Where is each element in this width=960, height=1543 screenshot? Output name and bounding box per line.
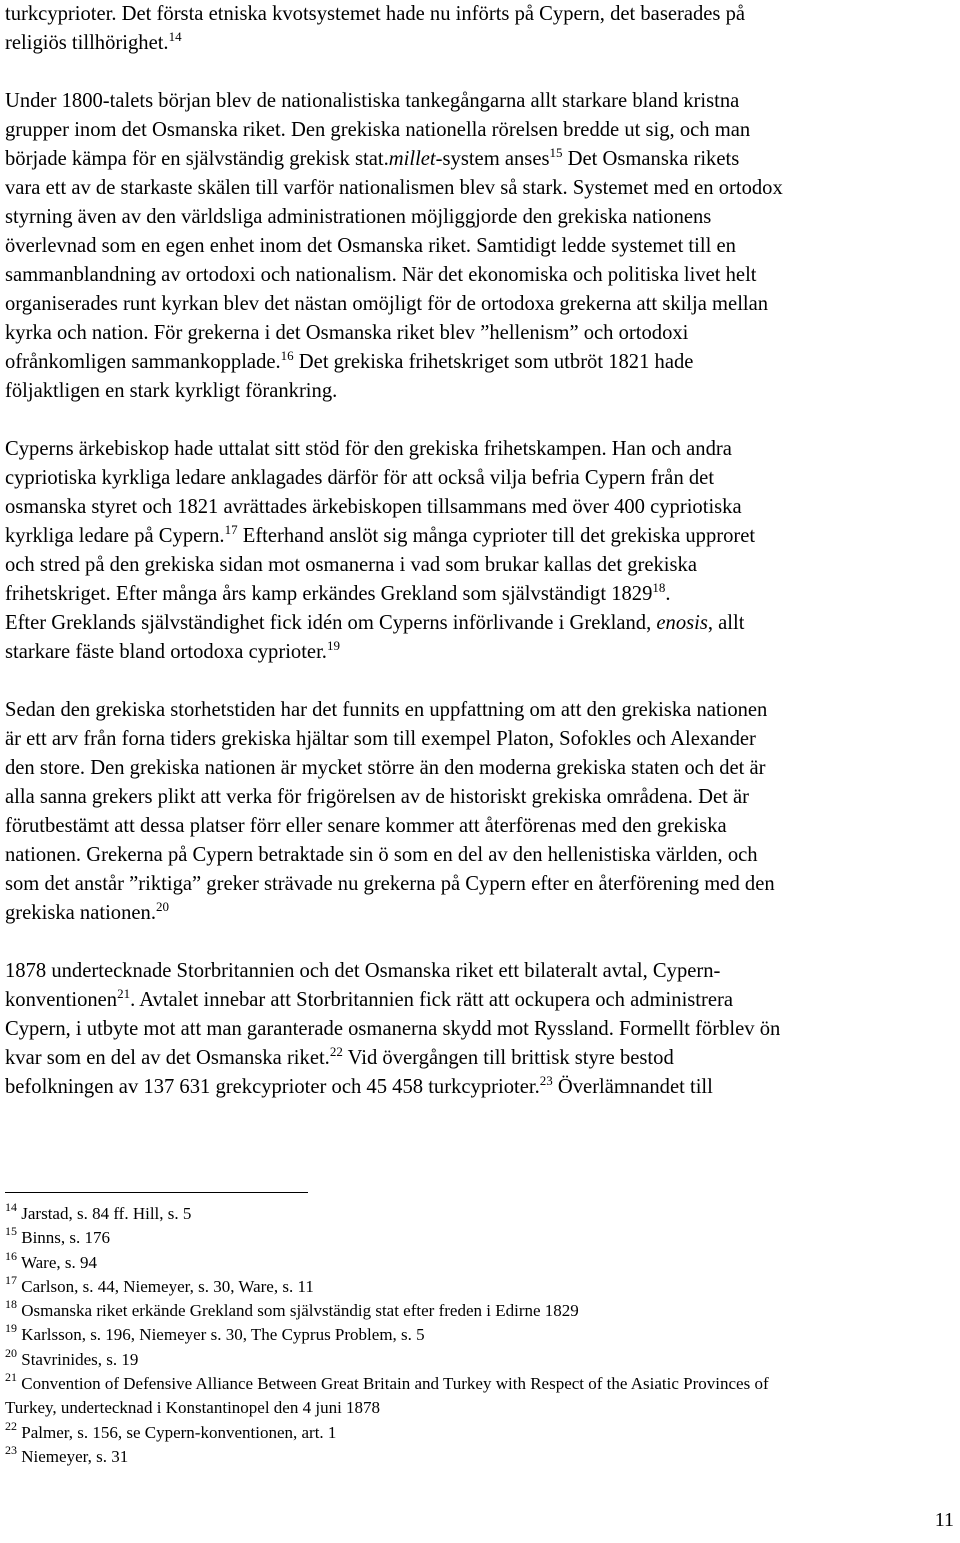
line-text: som det anstår ”riktiga” greker strävade nu grekerna på Cypern efter en återförening med den: [5, 873, 775, 895]
text-line: [5, 464, 955, 493]
line-text: cypriotiska kyrkliga ledare anklagades därför för att också vilja befria Cypern från det: [5, 467, 715, 489]
text-line: [5, 696, 955, 725]
paragraph: [5, 87, 955, 406]
footnote: [5, 1226, 955, 1250]
paragraph-gap: [5, 58, 955, 87]
text-line: [5, 551, 955, 580]
line-text-rest: , allt: [707, 612, 745, 634]
text-line: [5, 580, 955, 609]
footnote-number: 15: [5, 1224, 17, 1239]
footnote: [5, 1323, 955, 1347]
text-line: [5, 522, 955, 551]
text-line: [5, 870, 955, 899]
line-text: styrning även av den världsliga administrationen möjliggjorde den grekiska nationens: [5, 206, 712, 228]
footnote-text: Karlsson, s. 196, Niemeyer s. 30, The Cyprus Problem, s. 5: [17, 1325, 425, 1345]
line-text-continued: .: [665, 583, 671, 605]
footnote-list: [5, 1202, 955, 1469]
footnote-reference[interactable]: 22: [329, 1044, 343, 1059]
line-text: konventionen: [5, 989, 118, 1011]
line-text: vara ett av de starkaste skälen till varför nationalismen blev så stark. Systemet med en ortodox: [5, 177, 783, 199]
footnote-reference[interactable]: 17: [224, 522, 238, 537]
line-text: den store. Den grekiska nationen är mycket större än den moderna grekiska staten och det är: [5, 757, 766, 779]
footnote: [5, 1418, 955, 1445]
text-line: [5, 435, 955, 464]
footnote-reference[interactable]: 19: [326, 638, 340, 653]
paragraph: [5, 435, 955, 667]
paragraph: [5, 0, 955, 58]
line-text: starkare fäste bland ortodoxa cyprioter.: [5, 641, 327, 663]
line-text-continued: . Avtalet innebar att Storbritannien fick rätt att ockupera och administrera: [130, 989, 734, 1011]
text-line: [5, 899, 955, 928]
text-line: [5, 145, 955, 174]
footnote-text: Convention of Defensive Alliance Between Great Britain and Turkey with Respect of the Asiatic Provinces of: [17, 1374, 769, 1394]
footnote-reference[interactable]: 14: [168, 29, 182, 44]
paragraph: [5, 957, 955, 1102]
paragraph-gap: [5, 406, 955, 435]
line-text: och stred på den grekiska sidan mot osmanerna i vad som brukar kallas det grekiska: [5, 554, 697, 576]
text-line: [5, 1044, 955, 1073]
line-text: kyrkliga ledare på Cypern.: [5, 525, 225, 547]
footnote-number: 21: [5, 1370, 17, 1385]
line-text: började kämpa för en självständig grekisk stat.: [5, 148, 389, 170]
footnote-number: 14: [5, 1200, 17, 1214]
line-text: nationen. Grekerna på Cypern betraktade sin ö som en del av den hellenistiska världen, och: [5, 844, 758, 866]
footnote-separator: [5, 1192, 308, 1193]
text-line: [5, 174, 955, 203]
footnote: [5, 1442, 955, 1469]
line-text: osmanska styret och 1821 avrättades ärkebiskopen tillsammans med över 400 cypriotiska: [5, 496, 742, 518]
text-line: [5, 0, 955, 29]
text-line: [5, 812, 955, 841]
footnote-text: Stavrinides, s. 19: [17, 1349, 139, 1369]
text-line: [5, 638, 955, 667]
footnote-reference[interactable]: 18: [652, 580, 666, 595]
line-text: Sedan den grekiska storhetstiden har det funnits en uppfattning om att den grekiska nationen: [5, 699, 768, 721]
line-text: Cypern, i utbyte mot att man garanterade osmanerna skydd mot Ryssland. Formellt förblev ön: [5, 1018, 781, 1040]
text-line: [5, 783, 955, 812]
line-text-continued: Efterhand anslöt sig många cyprioter till det grekiska upproret: [237, 525, 756, 547]
line-text: organiserades runt kyrkan blev det nästan omöjligt för de ortodoxa grekerna att skilja mellan: [5, 293, 769, 315]
footnote-number: 20: [5, 1345, 17, 1360]
line-text: Efter Greklands självständighet fick idén om Cyperns införlivande i Grekland,: [5, 612, 657, 634]
italic-term: enosis: [656, 612, 708, 634]
text-line: [5, 957, 955, 986]
footnote-text: Ware, s. 94: [17, 1252, 97, 1272]
footnote-text: Turkey, undertecknad i Konstantinopel den 4 juni 1878: [5, 1398, 381, 1418]
line-text: religiös tillhörighet.: [5, 32, 169, 54]
document-body: [5, 0, 955, 1102]
text-line: [5, 261, 955, 290]
footnote-text: Binns, s. 176: [17, 1228, 111, 1248]
body-text: [5, 0, 955, 1102]
footnote-text: Niemeyer, s. 31: [17, 1446, 129, 1466]
text-line: [5, 116, 955, 145]
italic-term: millet: [388, 148, 436, 170]
footnote-text: Palmer, s. 156, se Cypern-konventionen, art. 1: [17, 1422, 337, 1442]
paragraph-gap: [5, 667, 955, 696]
paragraph: [5, 696, 955, 928]
line-text-continued: Det grekiska frihetskriget som utbröt 1821 hade: [293, 351, 694, 373]
footnote-reference[interactable]: 15: [549, 145, 563, 160]
line-text: frihetskriget. Efter många års kamp erkändes Grekland som självständigt 1829: [5, 583, 653, 605]
line-text: grekiska nationen.: [5, 902, 156, 924]
footnote: [5, 1248, 955, 1275]
footnote-number: 18: [5, 1297, 17, 1312]
text-line: [5, 290, 955, 319]
footnote-reference[interactable]: 20: [155, 899, 169, 914]
line-text: Under 1800-talets början blev de nationalistiska tankegångarna allt starkare bland kristna: [5, 90, 740, 112]
footnote: [5, 1345, 955, 1372]
text-line: [5, 841, 955, 870]
footnote: [5, 1299, 955, 1323]
line-text: Cyperns ärkebiskop hade uttalat sitt stöd för den grekiska frihetskampen. Han och andra: [5, 438, 732, 460]
text-line: [5, 29, 955, 58]
text-line: [5, 986, 955, 1015]
footnote-text: Jarstad, s. 84 ff. Hill, s. 5: [17, 1204, 192, 1223]
text-line: [5, 319, 955, 348]
footnote-number: 22: [5, 1418, 17, 1433]
line-text: befolkningen av 137 631 grekcyprioter och 45 458 turkcyprioter.: [5, 1076, 540, 1098]
line-text: turkcyprioter. Det första etniska kvotsystemet hade nu införts på Cypern, det baserades på: [5, 3, 746, 25]
text-line: [5, 232, 955, 261]
line-text: sammanblandning av ortodoxi och nationalism. När det ekonomiska och politiska livet helt: [5, 264, 757, 286]
paragraph-gap: [5, 928, 955, 957]
line-text: är ett arv från forna tiders grekiska hjältar som till exempel Platon, Sofokles och Alexander: [5, 728, 756, 750]
footnote-number: 16: [5, 1248, 17, 1263]
footnote: [5, 1272, 955, 1299]
text-line: [5, 725, 955, 754]
text-line: [5, 377, 955, 406]
line-text: 1878 undertecknade Storbritannien och det Osmanska riket ett bilateralt avtal, Cypern-: [5, 960, 721, 982]
footnote-reference[interactable]: 23: [539, 1073, 553, 1088]
footnote-reference[interactable]: 16: [280, 348, 294, 363]
footnote-number: 23: [5, 1442, 17, 1457]
line-text-continued: Det Osmanska rikets: [562, 148, 740, 170]
footnote-text: Carlson, s. 44, Niemeyer, s. 30, Ware, s. 11: [17, 1276, 314, 1296]
text-line: [5, 348, 955, 377]
line-text: grupper inom det Osmanska riket. Den grekiska nationella rörelsen bredde ut sig, och man: [5, 119, 751, 141]
text-line: [5, 609, 955, 638]
footnote-text: Osmanska riket erkände Grekland som självständig stat efter freden i Edirne 1829: [17, 1301, 579, 1321]
footnote-number: 17: [5, 1272, 17, 1287]
footnote: [5, 1396, 955, 1420]
footnotes-section: [5, 1192, 955, 1469]
line-text-rest: -system anses: [435, 148, 550, 170]
footnote-reference[interactable]: 21: [117, 986, 131, 1001]
line-text: alla sanna grekers plikt att verka för frigörelsen av de historiskt grekiska områdena. Det är: [5, 786, 749, 808]
footnote-number: 19: [5, 1321, 17, 1336]
footnote: [5, 1202, 955, 1226]
line-text: kvar som en del av det Osmanska riket.: [5, 1047, 330, 1069]
text-line: [5, 1073, 955, 1102]
text-line: [5, 203, 955, 232]
line-text-continued: Överlämnandet till: [552, 1076, 713, 1098]
text-line: [5, 87, 955, 116]
line-text: förutbestämt att dessa platser förr eller senare kommer att återförenas med den grekiska: [5, 815, 727, 837]
line-text: överlevnad som en egen enhet inom det Osmanska riket. Samtidigt ledde systemet till en: [5, 235, 736, 257]
line-text: följaktligen en stark kyrkligt förankring.: [5, 380, 338, 402]
text-line: [5, 493, 955, 522]
line-text-continued: Vid övergången till brittisk styre bestod: [342, 1047, 674, 1069]
text-line: [5, 754, 955, 783]
footnote: [5, 1372, 955, 1396]
text-line: [5, 1015, 955, 1044]
line-text: kyrka och nation. För grekerna i det Osmanska riket blev ”hellenism” och ortodoxi: [5, 322, 689, 344]
line-text: ofrånkomligen sammankopplade.: [5, 351, 281, 373]
page-number: 11: [934, 1509, 954, 1531]
